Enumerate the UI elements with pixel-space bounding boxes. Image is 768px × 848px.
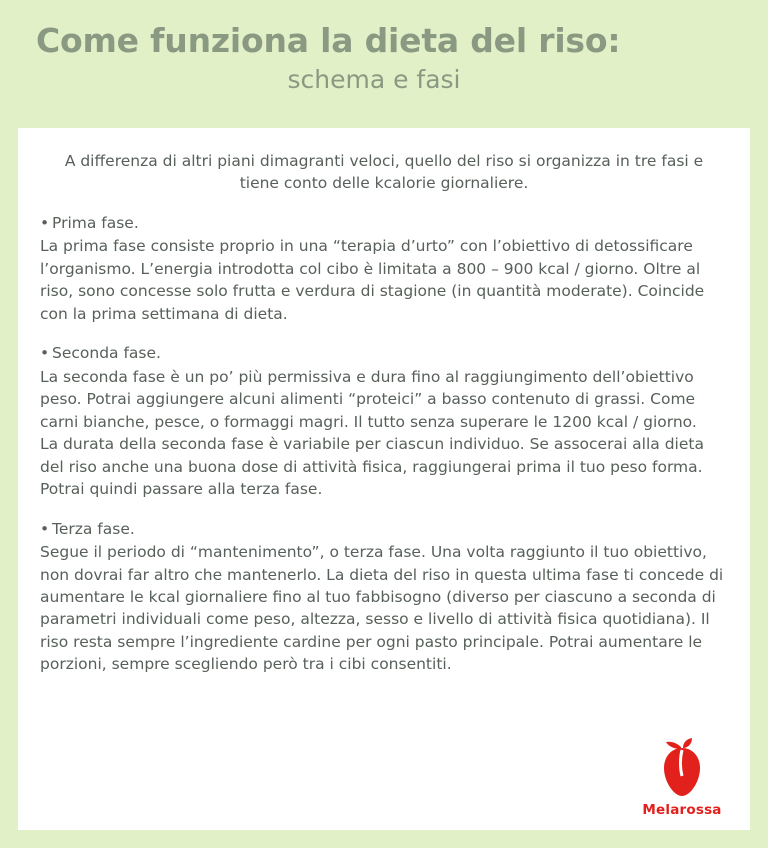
section-heading bbox=[40, 342, 728, 364]
apple-icon bbox=[636, 738, 728, 800]
bullet-icon: • bbox=[40, 213, 50, 232]
bullet-icon: • bbox=[40, 519, 50, 538]
section-heading bbox=[40, 212, 728, 234]
poster-header bbox=[0, 0, 768, 95]
section-paragraph: La seconda fase è un po’ più permissiva e dura fino al raggiungimento dell’obiettivo peso. Potrai aggiungere alcuni alimenti “proteici” a basso contenuto di grassi. Come carni bianche, pesce, o formaggi magri. Il tutto senza superare le 1200 kcal / giorno. bbox=[40, 367, 697, 431]
page-title: Come funziona la dieta del riso: bbox=[36, 21, 621, 60]
intro-paragraph: A differenza di altri piani dimagranti veloci, quello del riso si organizza in tre fasi e tiene conto delle kcalorie giornaliere. bbox=[64, 152, 704, 193]
bullet-icon: • bbox=[40, 344, 50, 363]
content-card bbox=[18, 128, 750, 830]
brand-logo bbox=[636, 738, 728, 818]
section-paragraph: La prima fase consiste proprio in una “terapia d’urto” con l’obiettivo di detossificare l’organismo. L’energia introdotta col cibo è limitata a 800 – 900 kcal / giorno. Oltre al riso, sono concesse solo frutta e verdura di stagione (in quantità moderate). Coincide con la prima settimana di dieta. bbox=[40, 237, 705, 323]
section-heading-text: Seconda fase. bbox=[52, 344, 161, 363]
section-seconda-fase bbox=[40, 342, 728, 500]
section-heading bbox=[40, 518, 728, 540]
section-paragraph: Segue il periodo di “mantenimento”, o terza fase. Una volta raggiunto il tuo obiettivo, non dovrai far altro che mantenerlo. La dieta del riso in questa ultima fase ti concede di aumentare le kcal giornaliere fino al tuo fabbisogno (diverso per ciascuno a seconda di parametri individuali come peso, altezza, sesso e livello di attività fisica quotidiana). Il riso resta sempre l’ingrediente cardine per ogni pasto principale. Potrai aumentare le porzioni, sempre scegliendo però tra i cibi consentiti. bbox=[40, 543, 724, 674]
brand-name: Melarossa bbox=[642, 802, 722, 818]
section-paragraph: La durata della seconda fase è variabile per ciascun individuo. Se assocerai alla dieta del riso anche una buona dose di attività fisica, raggiungerai prima il tuo peso forma. Potrai quindi passare alla terza fase. bbox=[40, 435, 704, 499]
section-heading-text: Terza fase. bbox=[52, 519, 135, 538]
page-subtitle: schema e fasi bbox=[287, 64, 461, 94]
section-heading-text: Prima fase. bbox=[52, 213, 139, 232]
section-terza-fase bbox=[40, 518, 728, 676]
section-prima-fase bbox=[40, 212, 728, 325]
